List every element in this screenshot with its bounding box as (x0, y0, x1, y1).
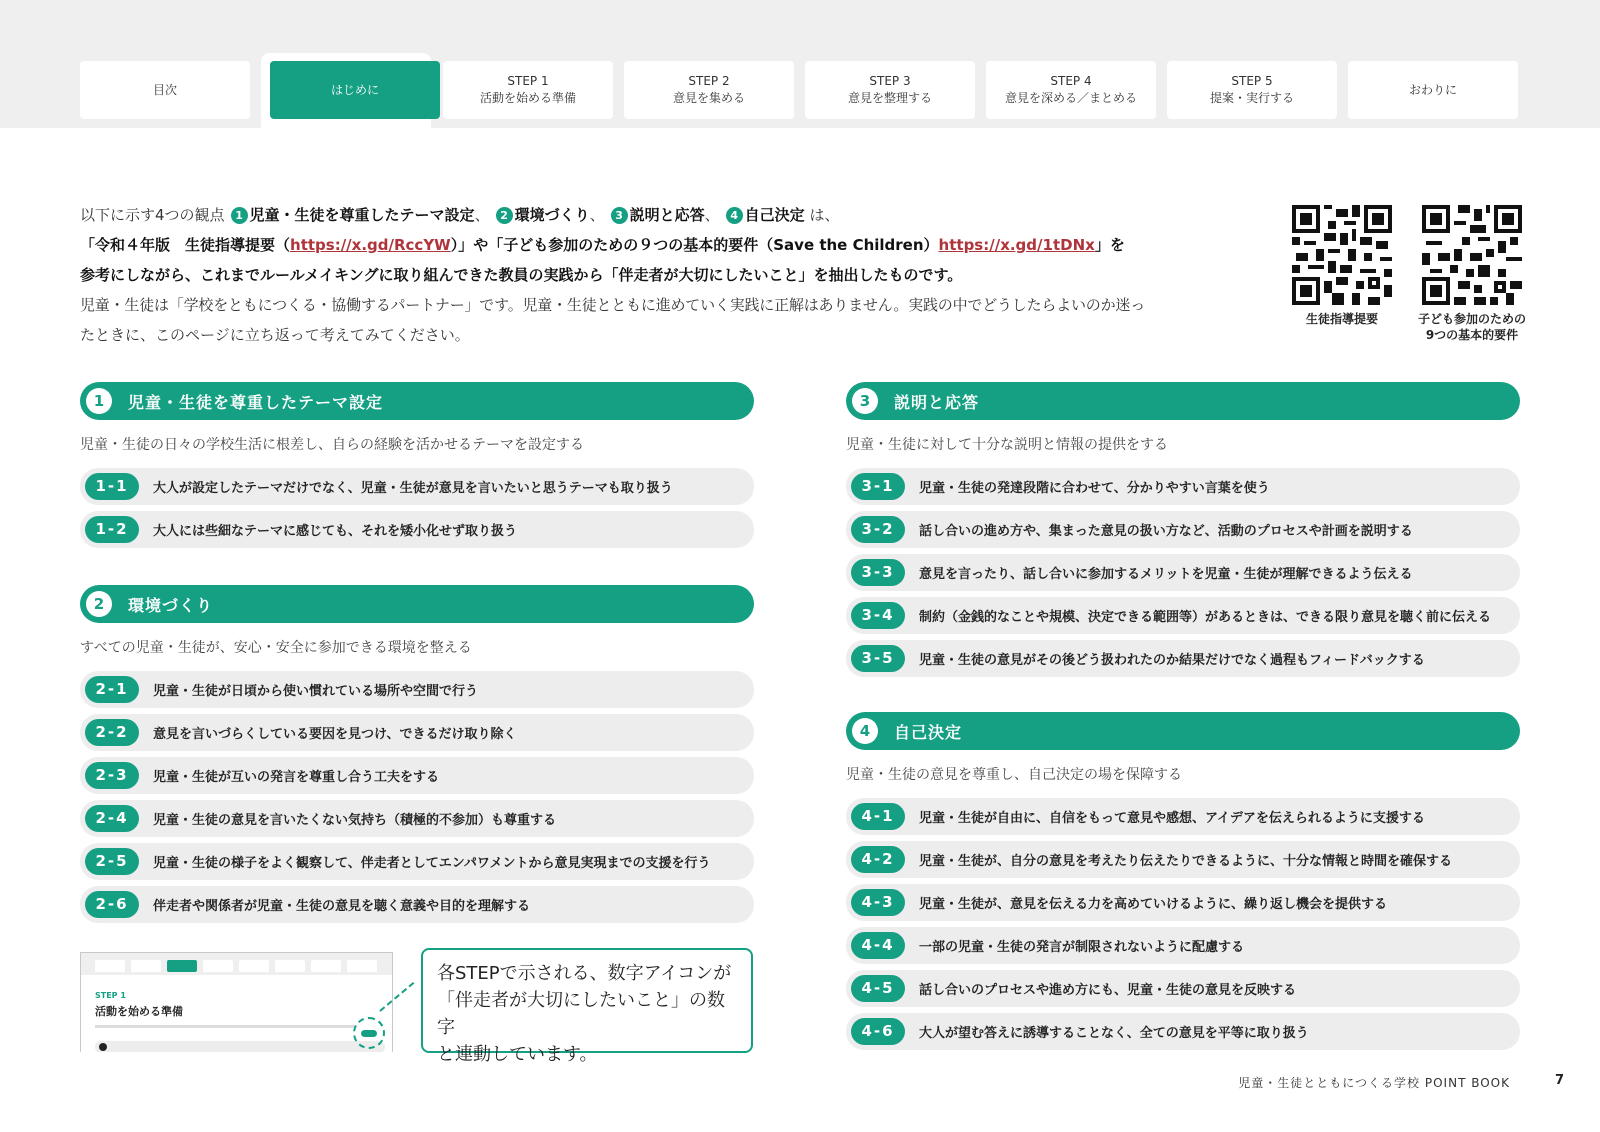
item-text: 児童・生徒が互いの発言を尊重し合う工夫をする (153, 770, 440, 785)
tab-step-label: STEP 1 (507, 74, 549, 88)
list-item (80, 886, 754, 923)
list-item (846, 597, 1520, 634)
thumbnail-tab (347, 960, 377, 972)
intro-suffix: は、 (809, 206, 840, 224)
tab-label: おわりに (1408, 82, 1457, 97)
item-text: 伴走者や関係者が児童・生徒の意見を聴く意義や目的を理解する (153, 899, 531, 914)
point-label: 説明と応答 (629, 206, 705, 224)
tab-label: 意見を深める／まとめる (1004, 91, 1137, 105)
item-number-badge: 4-2 (851, 846, 905, 873)
qr-caption-requirements (1402, 311, 1542, 343)
thumbnail-nav (81, 953, 392, 975)
item-text: 話し合いのプロセスや進め方にも、児童・生徒の意見を反映する (919, 983, 1297, 998)
tab-step5[interactable] (1167, 61, 1337, 119)
list-item (80, 714, 754, 751)
list-item (80, 757, 754, 794)
item-text: 制約（金銭的なことや規模、決定できる範囲等）があるときは、できる限り意見を聴く前に伝える (919, 610, 1492, 625)
qr-code-requirements[interactable] (1422, 205, 1522, 305)
section-number-badge: 3 (852, 388, 878, 414)
intro-text-part: 」を (1094, 236, 1125, 254)
highlight-number-icon (361, 1030, 377, 1037)
qr-caption-line: 9つの基本的要件 (1425, 328, 1519, 342)
section-description: 児童・生徒の意見を尊重し、自己決定の場を保障する (846, 767, 1182, 783)
item-number-badge: 3-1 (851, 473, 905, 500)
section-number-badge: 2 (86, 591, 112, 617)
tab-label: 提案・実行する (1209, 91, 1294, 105)
list-item (846, 841, 1520, 878)
tab-step-label: STEP 2 (688, 74, 730, 88)
tab-step-label: STEP 5 (1231, 74, 1273, 88)
callout-box (421, 948, 753, 1065)
tab-step-label: STEP 4 (1050, 74, 1092, 88)
item-text: 児童・生徒が、自分の意見を考えたり伝えたりできるように、十分な情報と時間を確保する (919, 854, 1453, 869)
section-title: 環境づくり (128, 595, 214, 615)
section-title: 児童・生徒を尊重したテーマ設定 (128, 392, 384, 412)
item-number-badge: 2-4 (85, 805, 139, 832)
item-number-badge: 3-2 (851, 516, 905, 543)
item-number-badge: 4-6 (851, 1018, 905, 1045)
item-number-badge: 2-1 (85, 676, 139, 703)
tab-label: 目次 (152, 82, 177, 97)
intro-text-part: ）」や「子ども参加のための９つの基本的要件（Save the Children） (450, 236, 939, 254)
tab-label: 意見を整理する (847, 91, 932, 105)
intro-line-5: たときに、このページに立ち返って考えてみてください。 (80, 326, 470, 344)
intro-line-3: 参考にしながら、これまでルールメイキングに取り組んできた教員の実践から「伴走者が大切にしたいこと」を抽出したものです。 (80, 266, 963, 284)
section-description: 児童・生徒の日々の学校生活に根差し、自らの経験を活かせるテーマを設定する (80, 437, 584, 453)
intro-text-part: 「令和４年版 生徒指導提要（ (80, 236, 291, 254)
link-requirements[interactable]: https://x.gd/1tDNx (938, 236, 1095, 254)
section-number-badge: 1 (86, 388, 112, 414)
item-number-badge: 4-4 (851, 932, 905, 959)
item-number-badge: 2-2 (85, 719, 139, 746)
qr-caption-line: 子ども参加のための (1417, 312, 1526, 326)
tab-step1[interactable] (443, 61, 613, 119)
section-header-environment (80, 585, 754, 623)
link-guidance[interactable]: https://x.gd/RccYW (290, 236, 451, 254)
thumbnail-step-label: STEP 1 (95, 991, 126, 1000)
list-item (846, 884, 1520, 921)
list-item (846, 1013, 1520, 1050)
list-item (80, 843, 754, 880)
thumbnail-text-line (95, 1025, 355, 1028)
list-item (846, 970, 1520, 1007)
qr-caption-line: 生徒指導提要 (1305, 312, 1378, 326)
item-number-badge: 4-5 (851, 975, 905, 1002)
intro-line-1: 以下に示す4つの観点 1 児童・生徒を尊重したテーマ設定、 2 環境づくり、 3 説明と応答、 4 自己決定 は、 (80, 206, 840, 224)
item-number-badge: 4-1 (851, 803, 905, 830)
callout-line: と連動しています。 (437, 1044, 598, 1065)
item-number-badge: 3-5 (851, 645, 905, 672)
thumbnail-title: 活動を始める準備 (95, 1005, 183, 1018)
point-number-badge: 3 (611, 207, 628, 224)
qr-code-guidance[interactable] (1292, 205, 1392, 305)
point-number-badge: 2 (496, 207, 513, 224)
thumbnail-tab (275, 960, 305, 972)
item-text: 大人には些細なテーマに感じても、それを矮小化せず取り扱う (153, 524, 518, 539)
step-page-thumbnail (80, 952, 393, 1052)
tab-closing[interactable] (1348, 61, 1518, 119)
list-item (80, 671, 754, 708)
page-number: 7 (1554, 1073, 1564, 1088)
list-item (846, 468, 1520, 505)
tab-step3[interactable] (805, 61, 975, 119)
tab-step2[interactable] (624, 61, 794, 119)
highlight-circle (353, 1017, 385, 1049)
list-item (80, 800, 754, 837)
thumbnail-tab (203, 960, 233, 972)
item-number-badge: 2-5 (85, 848, 139, 875)
item-number-badge: 2-6 (85, 891, 139, 918)
section-number-badge: 4 (852, 718, 878, 744)
tab-contents[interactable] (80, 61, 250, 119)
point-label: 環境づくり (514, 206, 590, 224)
section-description: 児童・生徒に対して十分な説明と情報の提供をする (846, 437, 1168, 453)
item-number-badge: 1-1 (85, 473, 139, 500)
callout-line: 「伴走者が大切にしたいこと」の数字 (437, 990, 725, 1038)
item-number-badge: 1-2 (85, 516, 139, 543)
thumbnail-tab (167, 960, 197, 972)
item-text: 児童・生徒の意見を言いたくない気持ち（積極的不参加）も尊重する (153, 813, 557, 828)
point-number-badge: 4 (726, 207, 743, 224)
item-text: 児童・生徒の発達段階に合わせて、分かりやすい言葉を使う (919, 481, 1270, 496)
list-item (846, 927, 1520, 964)
point-label: 自己決定 (744, 206, 805, 224)
item-text: 児童・生徒が、意見を伝える力を高めていけるように、繰り返し機会を提供する (919, 897, 1388, 912)
thumbnail-tab (311, 960, 341, 972)
thumbnail-tab (95, 960, 125, 972)
list-item (846, 798, 1520, 835)
item-number-badge: 3-4 (851, 602, 905, 629)
item-number-badge: 3-3 (851, 559, 905, 586)
item-text: 大人が望む答えに誘導することなく、全ての意見を平等に取り扱う (919, 1026, 1309, 1041)
footer-title: 児童・生徒とともにつくる学校 POINT BOOK (1238, 1076, 1510, 1090)
section-title: 自己決定 (894, 722, 963, 742)
item-number-badge: 2-3 (85, 762, 139, 789)
tab-introduction[interactable] (270, 61, 440, 119)
tab-step-label: STEP 3 (869, 74, 911, 88)
item-text: 話し合いの進め方や、集まった意見の扱い方など、活動のプロセスや計画を説明する (919, 524, 1413, 539)
section-header-self-determination (846, 712, 1520, 750)
callout-line: 各STEPで示される、数字アイコンが (437, 963, 732, 984)
list-item (80, 511, 754, 548)
item-text: 児童・生徒の意見がその後どう扱われたのか結果だけでなく過程もフィードバックする (919, 653, 1425, 668)
item-number-badge: 4-3 (851, 889, 905, 916)
intro-line-4: 児童・生徒は「学校をともにつくる・協働するパートナー」です。児童・生徒とともに進めていく実践に正解はありません。実践の中でどうしたらよいのか迷っ (80, 296, 1146, 314)
section-header-theme (80, 382, 754, 420)
list-item (846, 554, 1520, 591)
tab-step4[interactable] (986, 61, 1156, 119)
item-text: 意見を言ったり、話し合いに参加するメリットを児童・生徒が理解できるよう伝える (919, 567, 1413, 582)
thumbnail-tab (131, 960, 161, 972)
point-label: 児童・生徒を尊重したテーマ設定 (249, 206, 475, 224)
tab-label: 意見を集める (672, 91, 745, 105)
thumbnail-tab (239, 960, 269, 972)
thumbnail-item-row (95, 1041, 385, 1052)
tab-label: 活動を始める準備 (479, 91, 576, 105)
section-title: 説明と応答 (894, 392, 980, 412)
item-text: 一部の児童・生徒の発言が制限されないように配慮する (919, 940, 1245, 955)
intro-prefix: 以下に示す4つの観点 (80, 206, 225, 224)
item-text: 児童・生徒が日頃から使い慣れている場所や空間で行う (153, 684, 479, 699)
tab-label: はじめに (330, 82, 379, 97)
item-text: 意見を言いづらくしている要因を見つけ、できるだけ取り除く (153, 727, 517, 742)
list-item (846, 511, 1520, 548)
qr-caption-guidance (1282, 311, 1402, 327)
item-text: 児童・生徒の様子をよく観察して、伴走者としてエンパワメントから意見実現までの支援を行う (153, 856, 711, 871)
list-item (846, 640, 1520, 677)
section-header-explanation (846, 382, 1520, 420)
item-text: 児童・生徒が自由に、自信をもって意見や感想、アイデアを伝えられるように支援する (919, 811, 1425, 826)
list-item (80, 468, 754, 505)
item-text: 大人が設定したテーマだけでなく、児童・生徒が意見を言いたいと思うテーマも取り扱う (153, 481, 673, 496)
point-number-badge: 1 (231, 207, 248, 224)
intro-line-2 (80, 230, 1245, 260)
thumbnail-item-dot (99, 1043, 107, 1051)
section-description: すべての児童・生徒が、安心・安全に参加できる環境を整える (80, 640, 472, 656)
intro-text (80, 200, 1245, 350)
